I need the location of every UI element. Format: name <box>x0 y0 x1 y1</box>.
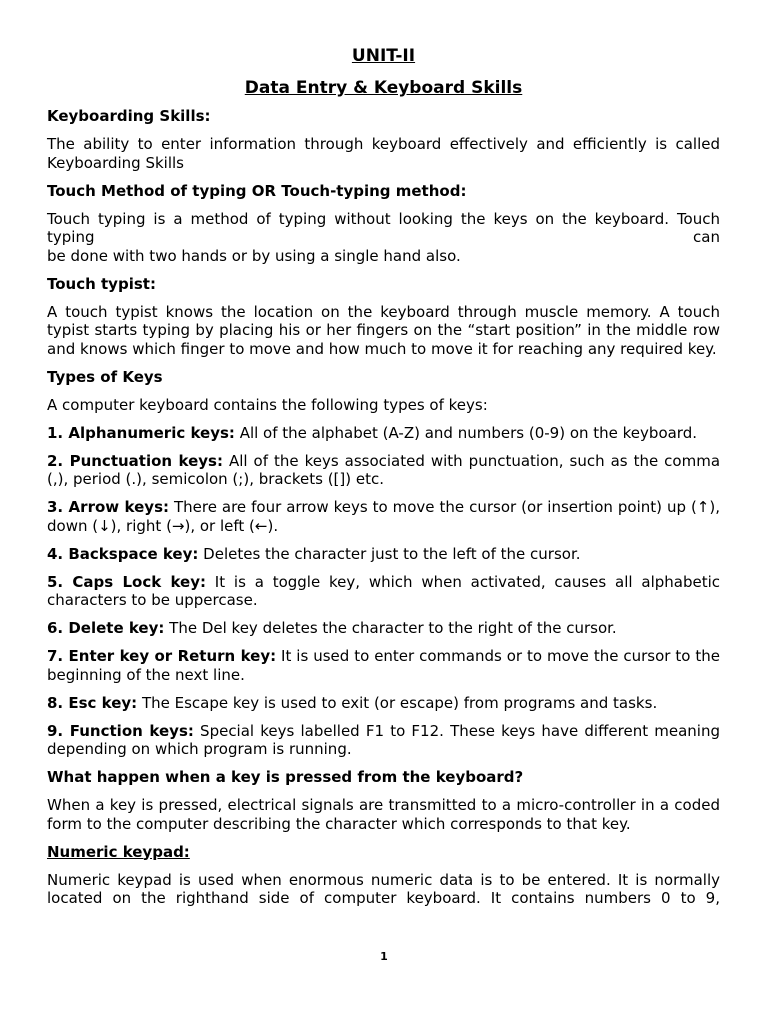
document-title: Data Entry & Keyboard Skills <box>244 78 523 98</box>
key-item-text: It is used to enter commands or to move the cursor to the beginning of the next line. <box>47 647 720 684</box>
key-item-text: The Escape key is used to exit (or escape) from programs and tasks. <box>137 693 658 712</box>
key-item-punctuation <box>47 452 720 489</box>
key-item-label: 8. Esc key: <box>47 693 138 712</box>
key-item-label: 9. Function keys: <box>47 721 194 740</box>
key-item-caps-lock <box>47 573 720 610</box>
touch-method-line-3: be done with two hands or by using a single hand also. <box>47 246 461 265</box>
key-item-label: 5. Caps Lock key: <box>47 572 206 591</box>
key-pressed-text: When a key is pressed, electrical signals are transmitted to a micro-controller in a coded form to the computer describing the character which corresponds to that key. <box>47 796 720 833</box>
touch-method-line-1: Touch typing is a method of typing without looking the keys on the keyboard. Touch <box>47 209 720 228</box>
document-page <box>47 40 720 908</box>
numeric-keypad-heading: Numeric keypad: <box>47 842 190 861</box>
types-of-keys-intro: A computer keyboard contains the following types of keys: <box>47 395 488 414</box>
touch-method-line-2-start: typing <box>47 228 95 246</box>
key-item-alphanumeric <box>47 424 720 443</box>
keyboarding-heading: Keyboarding Skills: <box>47 107 211 125</box>
key-item-text: Deletes the character just to the left of the cursor. <box>198 544 581 563</box>
numeric-keypad-text: Numeric keypad is used when enormous numeric data is to be entered. It is normally located on the righthand side of computer keyboard. It contains numbers 0 to 9, <box>47 870 720 907</box>
key-item-text: All of the keys associated with punctuation, such as the comma (,), period (.), semicolon (;), brackets ([]) etc. <box>47 451 721 488</box>
touch-method-heading: Touch Method of typing OR Touch-typing method: <box>47 181 467 200</box>
key-item-label: 6. Delete key: <box>47 619 165 637</box>
page-number: 1 <box>380 950 388 963</box>
key-item-label: 1. Alphanumeric keys: <box>47 423 235 442</box>
key-item-text: The Del key deletes the character to the right of the cursor. <box>164 619 617 637</box>
key-item-esc <box>47 694 720 713</box>
key-item-text: All of the alphabet (A-Z) and numbers (0-9) on the keyboard. <box>234 423 697 442</box>
key-item-backspace <box>47 545 720 564</box>
key-item-function <box>47 722 720 759</box>
touch-method-line-2-end: can <box>693 228 720 246</box>
key-item-label: 2. Punctuation keys: <box>47 451 223 470</box>
keyboarding-text: The ability to enter information through keyboard effectively and efficiently is called Keyboarding Skills <box>47 135 720 172</box>
key-item-label: 4. Backspace key: <box>47 544 199 563</box>
unit-title: UNIT-II <box>351 46 416 66</box>
key-item-label: 3. Arrow keys: <box>47 498 169 516</box>
touch-typist-heading: Touch typist: <box>47 274 156 293</box>
key-item-delete <box>47 619 720 638</box>
touch-method-line-2 <box>47 228 720 247</box>
key-item-arrow <box>47 498 720 535</box>
key-item-label: 7. Enter key or Return key: <box>47 647 277 665</box>
key-item-text: Special keys labelled F1 to F12. These keys have different meaning depending on which program is running. <box>47 721 720 758</box>
key-item-text: It is a toggle key, which when activated, causes all alphabetic characters to be uppercase. <box>47 572 720 609</box>
key-pressed-heading: What happen when a key is pressed from the keyboard? <box>47 768 524 786</box>
types-of-keys-heading: Types of Keys <box>47 367 163 386</box>
key-item-enter <box>47 647 720 684</box>
touch-method-paragraph <box>47 210 720 266</box>
touch-typist-text: A touch typist knows the location on the keyboard through muscle memory. A touch typist starts typing by placing his or her fingers on the “start position” in the middle row and knows which finger to move and how much to move it for reaching any required key. <box>47 302 720 358</box>
key-item-text: There are four arrow keys to move the cursor (or insertion point) up (↑), down (↓), right (→), or left (←). <box>47 498 720 535</box>
